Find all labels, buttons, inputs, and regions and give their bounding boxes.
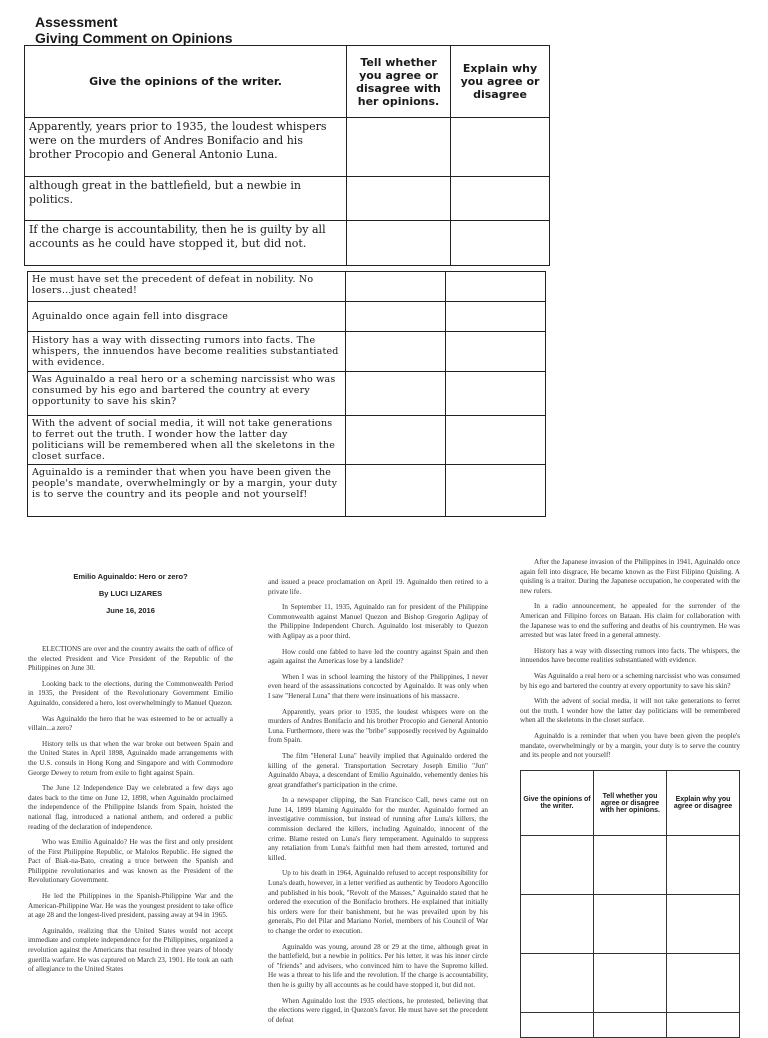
article-paragraph: How could one fabled to have led the country against Spain and then again against the Americas lose by a landslide? xyxy=(268,647,488,666)
mini-header-explain-why: Explain why you agree or disagree xyxy=(667,771,740,836)
answer-explain-cell[interactable] xyxy=(446,332,546,372)
mini-cell[interactable] xyxy=(521,836,594,895)
answer-agree-cell[interactable] xyxy=(346,416,446,465)
mini-cell[interactable] xyxy=(594,1013,667,1038)
article-paragraph: With the advent of social media, it will not take generations to ferret out the truth. I wonder how the latter day politicians will be remembered when all the skeletons in the closet surface. xyxy=(520,697,740,725)
mini-cell[interactable] xyxy=(667,954,740,1013)
answer-explain-cell[interactable] xyxy=(446,372,546,416)
article-paragraph: History tells us that when the war broke out between Spain and the United States in April 1898, Aguinaldo made arrangements with the U.S. consuls in Hong Kong and Singapore and with Commodore George Dewey to return from exile to fight against Spain. xyxy=(28,739,233,777)
opinion-cell: Aguinaldo once again fell into disgrace xyxy=(28,302,346,332)
mini-cell[interactable] xyxy=(667,836,740,895)
header-agree-disagree: Tell whether you agree or disagree with her opinions. xyxy=(347,46,451,118)
mini-cell[interactable] xyxy=(594,895,667,954)
article-paragraph: In a radio announcement, he appealed for the surrender of the American and Filipino forces on Bataan. His claim for collaboration with the Japanese was to end the suffering and deaths of his countrymen. He was arrested but was later freed in a general amnesty. xyxy=(520,602,740,640)
answer-explain-cell[interactable] xyxy=(451,221,550,266)
article-paragraph: Was Aguinaldo a real hero or a scheming narcissist who was consumed by his ego and bartered the country at every opportunity to save his skin? xyxy=(520,671,740,690)
mini-cell[interactable] xyxy=(521,895,594,954)
assessment-title: Assessment xyxy=(35,14,118,30)
answer-explain-cell[interactable] xyxy=(446,416,546,465)
mini-cell[interactable] xyxy=(594,836,667,895)
article-paragraph: Apparently, years prior to 1935, the loudest whispers were on the murders of Andres Bonifacio and his brother Procopio and General Antonio Luna. Furthermore, there was the "bribe" supposedly received by Aguinaldo from Spain. xyxy=(268,707,488,745)
article-paragraph: The film "Heneral Luna" heavily implied that Aguinaldo ordered the killing of the general. Transportation Secretary Joseph Emilio "Jun" Aguinaldo Abaya, a descendant of Emilio Aguinaldo, vehemently denies his great grandfather's participation in the crime. xyxy=(268,751,488,789)
answer-agree-cell[interactable] xyxy=(346,272,446,302)
mini-cell[interactable] xyxy=(667,1013,740,1038)
article-column-1 xyxy=(28,645,233,981)
mini-cell[interactable] xyxy=(521,1013,594,1038)
article-paragraph: Aguinaldo was young, around 28 or 29 at the time, although great in the battlefield, but a newbie in politics. Per his letter, it was his inner circle of "friends" and advisers, who convinced him to have the Supremo killed. He was a threat to his life and the revolution. If the charge is accountability, then he is guilty by all accounts as he could have stopped it, but did not. xyxy=(268,942,488,989)
answer-agree-cell[interactable] xyxy=(346,302,446,332)
article-paragraph: Aguinaldo is a reminder that when you have been given the people's mandate, overwhelmingly or by a margin, your duty is to serve the country and its people and not yourself! xyxy=(520,731,740,760)
answer-explain-cell[interactable] xyxy=(446,302,546,332)
article-paragraph: and issued a peace proclamation on April 19. Aguinaldo then retired to a private life. xyxy=(268,578,488,596)
article-paragraph: ELECTIONS are over and the country awaits the oath of office of the elected President and Vice President of the Republic of the Philippines on June 30. xyxy=(28,645,233,673)
worksheet-table-bottom xyxy=(27,271,546,517)
answer-agree-cell[interactable] xyxy=(347,177,451,221)
article-column-3 xyxy=(520,558,740,767)
article-paragraph: When Aguinaldo lost the 1935 elections, he protested, believing that the elections were rigged, in Quezon's favor. He must have set the precedent of defeat xyxy=(268,996,488,1024)
answer-agree-cell[interactable] xyxy=(347,118,451,177)
article-paragraph: Aguinaldo, realizing that the United States would not accept immediate and complete independence for the Philippines, organized a revolution against the Americans that resulted in three years of bloody guerilla warfare. He was captured on March 23, 1901. He took an oath of allegiance to the United States xyxy=(28,926,233,974)
opinion-cell-text: If the charge is accountability, then he is guilty by all accounts as he could have stopped it, but did not. xyxy=(29,223,326,250)
answer-explain-cell[interactable] xyxy=(451,177,550,221)
opinion-cell: Aguinaldo is a reminder that when you have been given the people's mandate, overwhelmingly or by a margin, your duty is to serve the country and its people and not yourself! xyxy=(28,465,346,517)
mini-header-agree-disagree: Tell whether you agree or disagree with her opinions. xyxy=(594,771,667,836)
opinion-cell: He must have set the precedent of defeat in nobility. No losers...just cheated! xyxy=(28,272,346,302)
answer-agree-cell[interactable] xyxy=(346,372,446,416)
answer-agree-cell[interactable] xyxy=(346,465,446,517)
answer-agree-cell[interactable] xyxy=(347,221,451,266)
article-paragraph: Up to his death in 1964, Aguinaldo refused to accept responsibility for Luna's death, however, in a letter verified as authentic by Teodoro Agoncillo and published in his book, "Revolt of the Masses," Aguinaldo stated that he ordered the execution of the Bonifacio brothers. He explained that initially his orders were for their banishment, but he was prevailed upon by his generals, Pio del Pilar and Mariano Noriel, members of his Council of War to change the order to execution. xyxy=(268,869,488,935)
mini-cell[interactable] xyxy=(521,954,594,1013)
article-byline: By LUCI LIZARES xyxy=(98,589,163,598)
answer-explain-cell[interactable] xyxy=(451,118,550,177)
article-paragraph: Looking back to the elections, during the Commonwealth Period in 1935, the President of the Revolutionary Government Emilio Aguinaldo, considered a hero, lost overwhelmingly to Manuel Quezon. xyxy=(28,679,233,707)
article-paragraph: In a newspaper clipping, the San Francisco Call, news came out on June 14, 1899 blaming Aguinaldo for the murder. Aguinaldo formed an investigative commission, but instead of running after Luna's killers, the commission declared the killers, including Aguinaldo, innocent of the crime. Blame rested on Luna's fiery temperament. Aguinaldo to suppress any retaliation from Luna's faithful men had them arrested, tortured and killed. xyxy=(268,796,488,862)
article-paragraph: History has a way with dissecting rumors into facts. The whispers, the innuendos have become realities substantiated with evidence. xyxy=(520,646,740,665)
header-explain-why: Explain why you agree or disagree xyxy=(451,46,550,118)
header-opinions: Give the opinions of the writer. xyxy=(25,46,347,118)
opinion-cell xyxy=(25,221,347,266)
opinion-cell: With the advent of social media, it will not take generations to ferret out the truth. I wonder how the latter day politicians will be remembered when all the skeletons in the closet surface. xyxy=(28,416,346,465)
mini-worksheet-table xyxy=(520,770,740,1038)
article-paragraph: When I was in school learning the history of the Philippines, I never even heard of the assassinations concocted by Aguinaldo. It was only when I saw "Heneral Luna" that there were insinuations of his massacre. xyxy=(268,672,488,700)
opinion-cell: Was Aguinaldo a real hero or a scheming narcissist who was consumed by his ego and bartered the country at every opportunity to save his skin? xyxy=(28,372,346,416)
article-paragraph: After the Japanese invasion of the Philippines in 1941, Aguinaldo once again fell into disgrace, He became known as the First Filipino Quisling. A quisling is a traitor. During the Japanese occupation, he cooperated with the new rulers. xyxy=(520,558,740,595)
article-date: June 16, 2016 xyxy=(106,606,155,615)
article-paragraph: Was Aguinaldo the hero that he was esteemed to be or actually a villain...a zero? xyxy=(28,714,233,733)
opinion-cell: Apparently, years prior to 1935, the loudest whispers were on the murders of Andres Bonifacio and his brother Procopio and General Antonio Luna. xyxy=(25,118,347,177)
article-paragraph: The June 12 Independence Day we celebrated a few days ago dates back to the time on June 12, 1898, when Aguinaldo proclaimed the independence of the Philippine Islands from Spain, hoisted the national flag, introduced a national anthem, and ordered a public reading of the declaration of independence. xyxy=(28,784,233,831)
assessment-subtitle: Giving Comment on Opinions xyxy=(35,30,233,46)
article-column-2 xyxy=(268,578,488,1031)
mini-cell[interactable] xyxy=(667,895,740,954)
article-title: Emilio Aguinaldo: Hero or zero? xyxy=(73,572,188,581)
article-paragraph: In September 11, 1935, Aguinaldo ran for president of the Philippine Commonwealth against Manuel Quezon and Bishop Gregorio Aglipay of the Philippine Independent Church. Aguinaldo lost miserably to Quezon with Aglipay as a poor third. xyxy=(268,603,488,640)
opinion-cell: although great in the battlefield, but a newbie in politics. xyxy=(25,177,347,221)
answer-agree-cell[interactable] xyxy=(346,332,446,372)
article-paragraph: He led the Philippines in the Spanish-Philippine War and the American-Philippine War. He was the youngest president to take office at age 28 and the longest-lived president, passing away at 94 in 1965. xyxy=(28,892,233,920)
article-paragraph: Who was Emilio Aguinaldo? He was the first and only president of the First Philippine Republic, or Malolos Republic. He signed the Pact of Biak-na-Bato, creating a truce between the Spanish and Philippine revolutionaries and was known as the President of the Revolutionary Government. xyxy=(28,838,233,885)
mini-header-opinions: Give the opinions of the writer. xyxy=(521,771,594,836)
answer-explain-cell[interactable] xyxy=(446,272,546,302)
answer-explain-cell[interactable] xyxy=(446,465,546,517)
mini-cell[interactable] xyxy=(594,954,667,1013)
opinion-cell: History has a way with dissecting rumors into facts. The whispers, the innuendos have become realities substantiated with evidence. xyxy=(28,332,346,372)
worksheet-table-top xyxy=(24,45,550,266)
